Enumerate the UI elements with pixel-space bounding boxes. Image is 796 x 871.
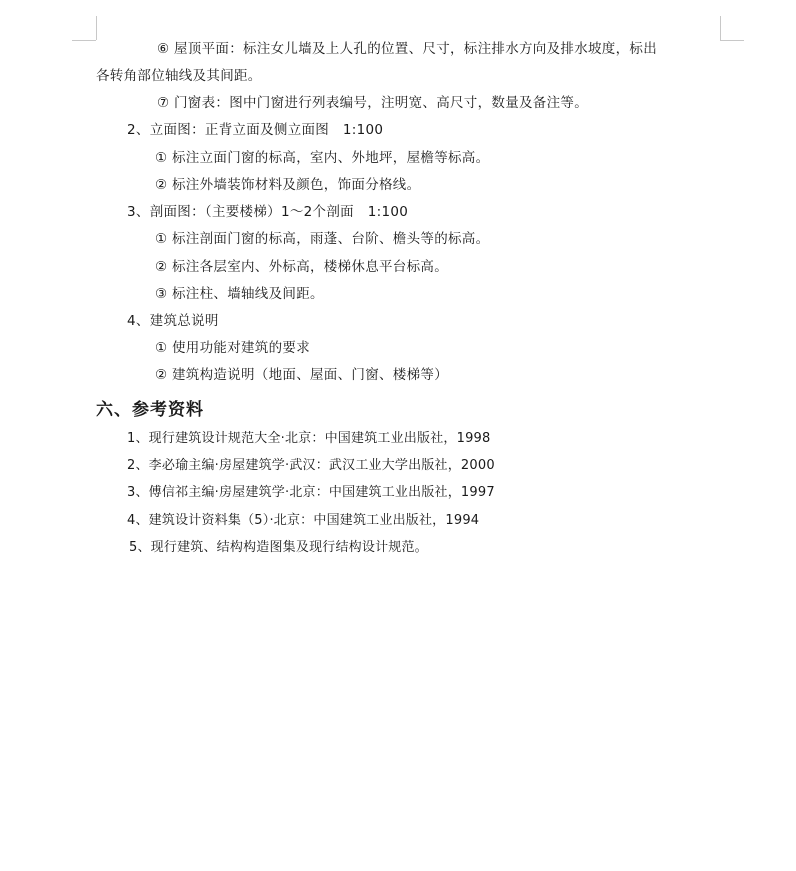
text-line-door-window-table: ⑦ 门窗表：图中门窗进行列表编号，注明宽、高尺寸，数量及备注等。 [157, 95, 588, 111]
text-line-section-item-2: ② 标注各层室内、外标高，楼梯休息平台标高。 [155, 259, 448, 275]
margin-mark-top-right-v [720, 16, 721, 40]
text-line-section: 3、剖面图：（主要楼梯）1～2个剖面 1:100 [127, 204, 409, 220]
reference-item: 4、建筑设计资料集（5）·北京：中国建筑工业出版社，1994 [127, 513, 480, 528]
text-line-notes-item-2: ② 建筑构造说明（地面、屋面、门窗、楼梯等） [155, 367, 448, 383]
text-line-elevation: 2、立面图：正背立面及侧立面图 1:100 [127, 122, 384, 138]
text-line-notes-item-1: ① 使用功能对建筑的要求 [155, 340, 310, 356]
margin-mark-top-left-h [72, 40, 96, 41]
section-heading-references: 六、参考资料 [96, 400, 204, 420]
reference-item: 5、现行建筑、结构构造图集及现行结构设计规范。 [129, 540, 428, 555]
text-line-elevation-item-2: ② 标注外墙装饰材料及颜色，饰面分格线。 [155, 177, 421, 193]
reference-item: 2、李必瑜主编·房屋建筑学·武汉：武汉工业大学出版社，2000 [127, 458, 495, 473]
text-line-general-notes: 4、建筑总说明 [127, 313, 219, 329]
text-line-elevation-item-1: ① 标注立面门窗的标高，室内、外地坪，屋檐等标高。 [155, 150, 490, 166]
reference-item: 3、傅信祁主编·房屋建筑学·北京：中国建筑工业出版社，1997 [127, 485, 495, 500]
reference-item: 1、现行建筑设计规范大全·北京：中国建筑工业出版社，1998 [127, 431, 491, 446]
text-line-section-item-1: ① 标注剖面门窗的标高，雨蓬、台阶、檐头等的标高。 [155, 231, 490, 247]
margin-mark-top-right-h [720, 40, 744, 41]
text-line-roof-plan: ⑥ 屋顶平面：标注女儿墙及上人孔的位置、尺寸，标注排水方向及排水坡度，标出 [157, 41, 657, 57]
margin-mark-top-left-v [96, 16, 97, 40]
text-line-section-item-3: ③ 标注柱、墙轴线及间距。 [155, 286, 324, 302]
text-line-roof-plan-cont: 各转角部位轴线及其间距。 [96, 68, 262, 84]
